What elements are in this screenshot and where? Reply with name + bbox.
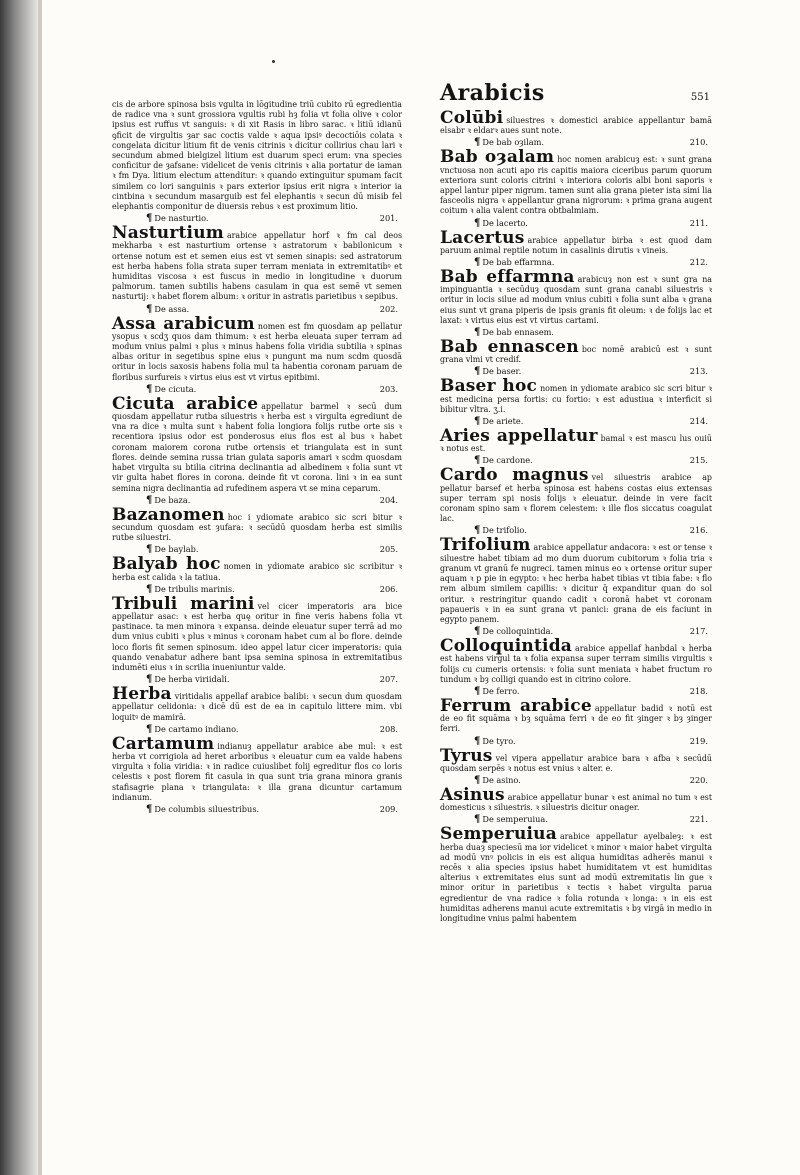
cross-reference-label: De cicuta. xyxy=(154,383,197,394)
pilcrow-icon: ¶ xyxy=(474,217,481,229)
entry-headword: Aries appellatur xyxy=(440,426,598,447)
pilcrow-icon: ¶ xyxy=(474,735,481,747)
pilcrow-icon: ¶ xyxy=(474,137,481,149)
cross-reference xyxy=(112,304,402,315)
entry-number: 215. xyxy=(689,455,708,466)
cross-reference-label: De tyro. xyxy=(482,735,516,746)
entry-number: 217. xyxy=(689,626,708,637)
entry-number: 211. xyxy=(689,217,708,228)
page-edge xyxy=(38,0,42,1175)
cross-reference-label: De bab ennasem. xyxy=(482,327,555,338)
entry-headword: Bazanomen xyxy=(112,504,225,525)
entry-headword: Tyrus xyxy=(440,745,493,766)
entry-headword: Tribuli marini xyxy=(112,593,255,614)
right-column-body xyxy=(440,110,712,924)
entry-number: 212. xyxy=(689,257,708,268)
entry-headword: Bab ennascen xyxy=(440,337,579,358)
entry-text: indianuȝ appellatur arabice abe mul: ꝛ est herba vt corrigiola ad heret arboribus ꝛ eleuatur cum ea valde habens virgulta ꝛ folia viridia: ꝛ in radice cuiuslibet folij egreditur flos co loris celestis ꝛ post florem fit casula in qua sunt tria grana minora granis stafisagrie plana ꝛ triangulata: ꝛ illa grana dicuntur cartamum indianum. xyxy=(112,741,402,802)
entry-text: nomen in ydiomate arabico sic scribitur ꝛ herba est calida ꝛ la tatiua. xyxy=(112,562,402,582)
entry-text: siluestres ꝛ domestici arabice appellantur bamā elsabr ꝛ eldarꝛ aues sunt note. xyxy=(440,116,712,136)
dictionary-entry xyxy=(440,826,712,924)
dictionary-entry xyxy=(112,393,402,494)
entry-number: 208. xyxy=(379,723,398,734)
cross-reference-label: De nasturtio. xyxy=(154,213,209,224)
cross-reference-label: De cartamo indiano. xyxy=(154,723,239,734)
entry-headword: Bab oȝalam xyxy=(440,147,555,168)
cross-reference-label: De herba viriidali. xyxy=(154,674,230,685)
pilcrow-icon: ¶ xyxy=(474,455,481,467)
pilcrow-icon: ¶ xyxy=(146,803,153,815)
entry-text: appellatur barmel ꝛ secū dum quosdam appellatur rutba siluestris ꝛ herba est ꝛ virgulta egrediunt de vna ra dice ꝛ multa sunt ꝛ habent folia longiora folijs rutbe orte sis ꝛ recentiora ipsius odor est ponderosus eius flos est al bus ꝛ habet coronam maiorem corona rutbe ortensis et triangulata est in sunt flores. deinde semina russa trian gulata saporis amari ꝛ scdm quosdam habet virgulta su btilia citrina declinantia ad albedinem ꝛ folia sunt vt vir gulta habet flores in corona. deinde fit vt corona. lini ꝛ in ea sunt semina nigra declinantia ad rufedinem aspera vt se mina ceparum. xyxy=(112,401,402,493)
text-block xyxy=(112,100,402,212)
cross-reference-label: De assa. xyxy=(154,303,190,314)
entry-text: arabice appellatur birba ꝛ est quod dam paruum animal reptile notum in casalinis dirutis ꝛ vineis. xyxy=(440,235,712,255)
entry-number: 220. xyxy=(689,774,708,785)
dictionary-entry xyxy=(112,686,402,723)
entry-text: arabice appellatur ayelbaleȝ: ꝛ est herba duaȝ speciesū ma ior videlicet ꝛ minor ꝛ maior habet virgulta ad modū vnꝰ policis in eis est aliqua humiditas adherēs manui ꝛ recēs ꝛ alia species ipsius habet humiditatem vt est humiditas alterius ꝛ extremitates eius sunt ad modū extremitatis lin gue ꝛ minor oritur in parietibus ꝛ tectis ꝛ habet virgulta parua egredientur de vna radice ꝛ folia rotunda ꝛ longa: ꝛ in eis est humiditas adherens manui acute extremitatis ꝛ bȝ virgā in medio in longitudine vnius palmi habentem xyxy=(440,832,712,923)
entry-text: arabicuȝ non est ꝛ sunt gra na impinguantia ꝛ secūduȝ quosdam sunt grana canabi siluestris ꝛ oritur in locis silue ad modum vnius cubiti ꝛ folia sunt alba ꝛ grana eius sunt vt grana piperis de ipsis granis fit oleum: ꝛ de folijs lac et laxat: ꝛ virtus eius est vt virtus cartami. xyxy=(440,275,712,325)
pilcrow-icon: ¶ xyxy=(146,213,153,225)
dictionary-entry xyxy=(440,227,712,256)
cross-reference-label: De bab oȝilam. xyxy=(482,137,545,148)
dictionary-entry xyxy=(440,695,712,735)
cross-reference xyxy=(112,804,402,815)
entry-number: 210. xyxy=(689,137,708,148)
entry-headword: Asinus xyxy=(440,784,505,805)
entry-text: nomen in ydiomate arabico sic scri bitur ꝛ est medicina persa fortis: cu fortio: ꝛ est adustiua ꝛ interficit si bibitur vltra. ʒ.i. xyxy=(440,384,713,414)
entry-headword: Baser hoc xyxy=(440,376,538,397)
entry-number: 205. xyxy=(379,544,398,555)
cross-reference-label: De lacerto. xyxy=(482,217,528,228)
right-column xyxy=(440,80,712,925)
entry-text: vel cicer imperatoris ara bice appellatur asac: ꝛ est herba quę oritur in fine veris habens folia vt pastinace. ta men minora ꝛ expansa. deinde eleuatur super terrā ad mo dum vnius cubiti ꝛ plus ꝛ minus ꝛ coronam habet cum al bo flore. deinde loco floris fit semen spinosum. ideo appel latur cicer imperatoris: quia quando venabatur adhere bant ipsa semina spinosa in extremitatibus indumēti eius ꝛ in scrilia inueniuntur valde. xyxy=(112,601,402,672)
entry-headword: Nasturtium xyxy=(112,223,224,244)
pilcrow-icon: ¶ xyxy=(474,774,481,786)
entry-headword: Balyab hoc xyxy=(112,554,221,575)
entry-number: 214. xyxy=(689,416,708,427)
dictionary-entry xyxy=(112,225,402,302)
entry-text: arabice appellatur horf ꝛ fm cal deos mekharba ꝛ est nasturtium ortense ꝛ astratorum ꝛ babilonicum ꝛ ortense notum est et semen eius est vt semen sinapis: sed astratorum est herba habens folia strata super terram meniata in extremitatibꝰ et humiditas viscosa ꝛ est fuscus in medio in longitudine ꝛ duorum palmorum. tamen subtilis habens casulam in qua est semē vt semen nasturtij: ꝛ habet florem album: ꝛ oritur in astratis parietibus ꝛ sepibus. xyxy=(112,231,402,302)
entry-text: hoc i ydiomate arabico sic scri bitur ꝛ secundum quosdam est ȝufara: ꝛ secūdū quosdam herba est similis rutbe siluestri. xyxy=(112,512,402,543)
entry-number: 213. xyxy=(689,366,708,377)
pilcrow-icon: ¶ xyxy=(474,327,481,339)
entry-headword: Ferrum arabice xyxy=(440,695,592,716)
entry-number: 219. xyxy=(689,735,708,746)
entry-number: 203. xyxy=(379,383,398,394)
cross-reference xyxy=(440,736,712,747)
entry-headword: Colūbi xyxy=(440,108,504,128)
entry-text: bamal ꝛ est mascu lus ouiū ꝛ notus est. xyxy=(440,434,712,454)
dictionary-entry xyxy=(440,537,712,625)
dictionary-entry xyxy=(112,593,402,673)
dictionary-entry xyxy=(440,638,712,685)
entry-text: arabice appellatur bunar ꝛ est animal no tum ꝛ est domesticus ꝛ siluestris. ꝛ siluestris dicitur onager. xyxy=(440,792,712,813)
dictionary-entry xyxy=(112,733,402,803)
pilcrow-icon: ¶ xyxy=(146,674,153,686)
entry-text: appellatur badid ꝛ notū est de eo fit squāma ꝛ bȝ squāma ferri ꝛ de eo fit ȝinger ꝛ bȝ ȝinger ferri. xyxy=(440,703,712,734)
entry-number xyxy=(708,327,712,338)
cross-reference-label: De ariete. xyxy=(482,416,524,427)
dictionary-entry xyxy=(440,745,712,774)
entry-text: nomen est fm quosdam ap pellatur ysopus ꝛ scdʒ quos dam thimum: ꝛ est herba eleuata super terram ad modum vnius palmi ꝛ plus ꝛ minus habens folia viridia subtilia ꝛ spinas albas oritur in segetibus spine eius ꝛ pungunt ma num scdm quosdā oritur in locis saxosis habens folia mul ta habentia coronam paruam de floribus surfureis ꝛ virtus eius est vt virtus epitbimi. xyxy=(112,321,402,382)
entry-number: 209. xyxy=(379,803,398,814)
entry-headword: Semperuiua xyxy=(440,824,557,845)
dictionary-entry xyxy=(440,110,712,136)
entry-number: 204. xyxy=(379,494,398,505)
cross-reference-label: De baylab. xyxy=(154,544,199,555)
pilcrow-icon: ¶ xyxy=(474,626,481,638)
entry-text: vel siluestris arabice ap pellatur barsef et herba spinosa est habens costas eius extensas super terram spi nosis folijs ꝛ eleuatur. deinde in vere facit coronam spino sam ꝛ florem celestem: ꝛ ille flos siccatus coagulat lac. xyxy=(440,473,712,524)
entry-headword: Herba xyxy=(112,684,172,705)
left-column xyxy=(112,100,402,816)
entry-headword: Cardo magnus xyxy=(440,465,589,486)
dictionary-entry xyxy=(440,149,712,216)
dictionary-entry xyxy=(440,467,712,524)
entry-text: vel vipera appellatur arabice bara ꝛ afba ꝛ secūdū quosdam serpēs ꝛ notus est vnius ꝛ alter. e. xyxy=(440,753,712,773)
pilcrow-icon: ¶ xyxy=(146,494,153,506)
pilcrow-icon: ¶ xyxy=(146,383,153,395)
cross-reference-label: De semperuiua. xyxy=(482,814,548,825)
dictionary-entry xyxy=(112,504,402,544)
cross-reference-label: De colloquintida. xyxy=(482,626,554,637)
pilcrow-icon: ¶ xyxy=(474,416,481,428)
entry-number: 207. xyxy=(379,674,398,685)
entry-number: 202. xyxy=(379,303,398,314)
entry-text: hoc nomen arabicuȝ est: ꝛ sunt grana vnctuosa non acuti apo ris capitis maiora ciceribus parum quorum exteriora sunt coloris citrini ꝛ interiora coloris albi boni saporis ꝛ appel lantur piper nigrum. tamen sunt alia grana pieter ista simi lia fasceolis nigra ꝛ appellantur grana nigrorum: ꝛ prima grana augent coitum ꝛ alia valent contra obtbalmiam. xyxy=(440,155,712,216)
cross-reference-label: De baser. xyxy=(482,366,522,377)
cross-reference-label: De cardone. xyxy=(482,455,533,466)
cross-reference-label: De bab effarmna. xyxy=(482,257,555,268)
entry-text: arabice appellatur andacora: ꝛ est or tense ꝛ siluestre habet tibiam ad mo dum duorum cubitorum ꝛ folia tria ꝛ granum vt granū fe nugreci. tamen minus eo ꝛ ortense oritur super aquam ꝛ p pie in egypto: ꝛ hec herba habet tibias vt tibia fabe: ꝛ flo rem album similem capillis: ꝛ dicitur q̄ expanditur quan do sol oritur. ꝛ restringitur quando cadit ꝛ coronā habet vt coronam papaueris ꝛ in ea sunt grana vt panici: grana de eis faciunt in egypto panem. xyxy=(440,543,712,624)
dictionary-entry xyxy=(440,269,712,326)
dictionary-entry xyxy=(440,339,712,365)
pilcrow-icon: ¶ xyxy=(474,685,481,697)
pilcrow-icon: ¶ xyxy=(474,814,481,826)
entry-text: arabice appellaf hanbdal ꝛ herba est habens virgul ta ꝛ folia expansa super terram similis virgultis ꝛ folijs cu cumeris ortensis: ꝛ folia sunt meniata ꝛ habet fructum ro tundum ꝛ bȝ colligi quando est in citrino colore. xyxy=(440,644,712,684)
dictionary-entry xyxy=(440,428,712,454)
pilcrow-icon: ¶ xyxy=(474,525,481,537)
book-gutter-shadow xyxy=(0,0,38,1175)
entry-headword: Lacertus xyxy=(440,227,525,248)
entry-number: 206. xyxy=(379,583,398,594)
entry-headword: Cicuta arabice xyxy=(112,393,259,414)
entry-number: 221. xyxy=(689,814,708,825)
entry-text: viritidalis appellaf arabice balibi: ꝛ secun dum quosdam appellatur celidonia: ꝛ dicē dū est de ea in capitulo littere mim. vbi loquitꝰ de mamirā. xyxy=(112,692,402,722)
cross-reference xyxy=(440,218,712,229)
pilcrow-icon: ¶ xyxy=(146,544,153,556)
cross-reference-label: De ferro. xyxy=(482,685,520,696)
entry-number: 216. xyxy=(689,525,708,536)
entry-headword: Cartamum xyxy=(112,733,215,754)
dictionary-entry xyxy=(112,556,402,582)
cross-reference-label: De columbis siluestribus. xyxy=(154,803,260,814)
pilcrow-icon: ¶ xyxy=(146,303,153,315)
entry-headword: Colloquintida xyxy=(440,636,573,657)
cross-reference-label: De tribulis marinis. xyxy=(154,583,235,594)
dictionary-entry xyxy=(440,784,712,813)
dictionary-entry xyxy=(112,313,402,383)
running-title: Arabicis xyxy=(440,80,545,106)
entry-headword: Trifolium xyxy=(440,535,531,556)
ink-speck xyxy=(272,60,275,63)
entry-number: 218. xyxy=(689,685,708,696)
cross-reference-label: De baza. xyxy=(154,494,191,505)
entry-text: boc nomē arabicū est ꝛ sunt grana vlmi vt credif. xyxy=(440,345,712,365)
pilcrow-icon: ¶ xyxy=(146,583,153,595)
cross-reference-label: De asino. xyxy=(482,774,521,785)
folio-number: 551 xyxy=(690,92,710,103)
dictionary-entry xyxy=(440,378,712,415)
pilcrow-icon: ¶ xyxy=(474,257,481,269)
entry-headword: Bab effarmna xyxy=(440,267,575,288)
entry-number: 201. xyxy=(379,213,398,224)
running-head xyxy=(440,80,712,106)
entry-text: cis de arbore spinosa bsis vgulta in lōgitudine triū cubito rū egredientia de radice vna ꝛ sunt grossiora vgultis rubi hȝ folia vt folia olive ꝛ color ipsius est ruffus vt sanguis: ꝛ di xit Rasis in libro sarac. ꝛ litiū idianū ꝯficit de virgultis ȝar sac coctis valde ꝛ aqua ipsiꝰ decoctiōis colata ꝛ congelata dicitur litium fit de venis citrinis ꝛ dicitur collirius chau lari ꝛ secundum abmed bielgizel litium est duarum speci erum: vna species conficitur de ȝafsane: videlicet de venis citrinis ꝛ alia portatur de iaman ꝛ fm Dya. litium electum attenditur: ꝛ quando extinguitur spumam facit similem co lori sanguinis ꝛ pars exterior ipsius erit nigra ꝛ interior ia cintbina ꝛ secundum masarguib est fel elephantis ꝛ secun dū misib fel elephantis componitur de diuersis rebus ꝛ est proximum litio. xyxy=(112,100,402,212)
pilcrow-icon: ¶ xyxy=(474,366,481,378)
cross-reference-label: De trifolio. xyxy=(482,525,527,536)
pilcrow-icon: ¶ xyxy=(146,723,153,735)
entry-headword: Assa arabicum xyxy=(112,313,255,334)
